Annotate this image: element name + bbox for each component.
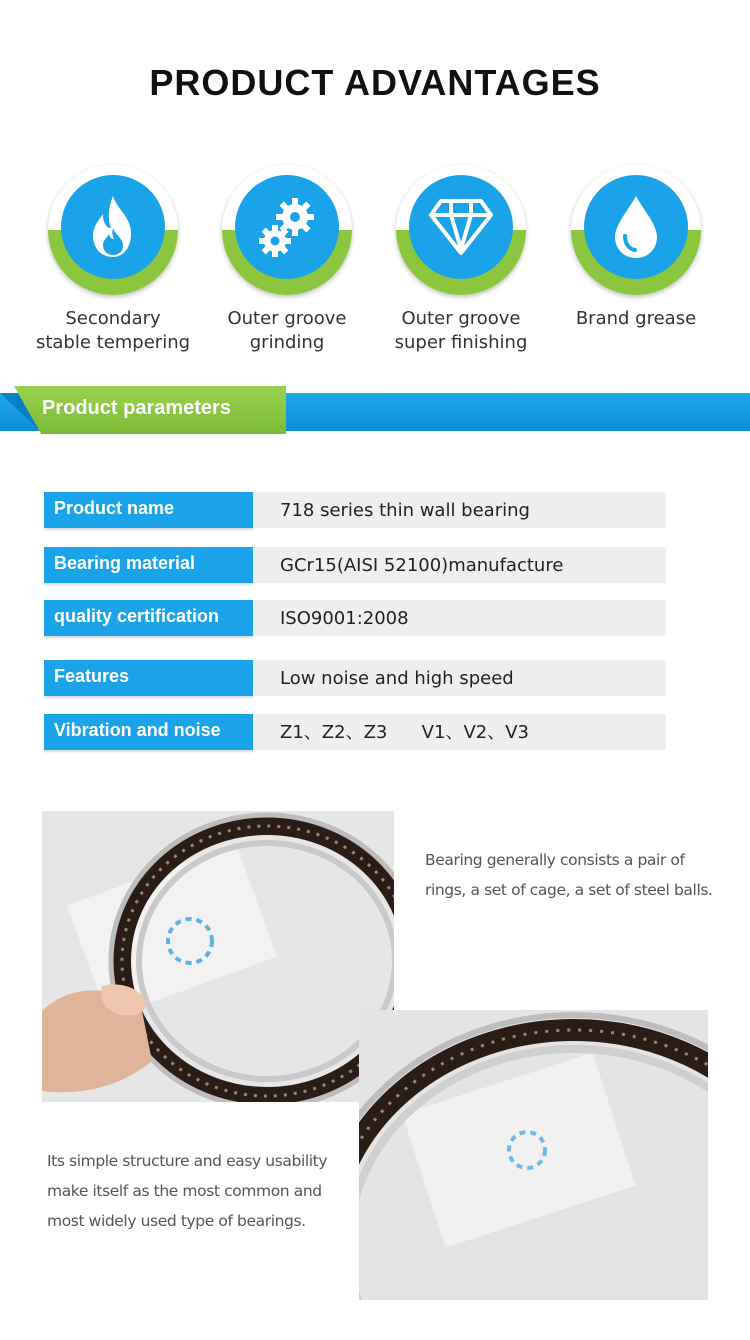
feature-grease <box>546 165 726 331</box>
feature-label: Secondary stable tempering <box>35 308 191 353</box>
param-row-product-name <box>44 492 666 528</box>
feature-label: Brand grease <box>575 308 697 329</box>
param-key: Vibration and noise <box>44 714 253 750</box>
description-structure: Bearing generally consists a pair of rings, a set of cage, a set of steel balls. <box>425 851 713 899</box>
param-row-vibration <box>44 714 666 750</box>
section-heading: Product parameters <box>42 397 231 419</box>
param-row-certification <box>44 600 666 636</box>
description-usability: Its simple structure and easy usability make itself as the most common and most widely used type of bearings. <box>47 1152 328 1230</box>
gears-icon <box>251 191 323 263</box>
param-key: Bearing material <box>44 547 253 583</box>
feature-badge <box>222 165 352 295</box>
flame-icon <box>83 194 143 260</box>
page-title: PRODUCT ADVANTAGES <box>149 62 601 103</box>
feature-super-finishing <box>371 165 551 355</box>
bearing-photo-closeup <box>359 1010 708 1300</box>
bearing-photo-hand <box>42 811 394 1102</box>
feature-badge <box>396 165 526 295</box>
feature-badge <box>48 165 178 295</box>
param-key: Product name <box>44 492 253 528</box>
param-row-features <box>44 660 666 696</box>
param-key: Features <box>44 660 253 696</box>
feature-grinding <box>197 165 377 355</box>
feature-tempering <box>23 165 203 355</box>
droplet-icon <box>611 194 661 260</box>
param-value: Z1、Z2、Z3 V1、V2、V3 <box>253 714 666 750</box>
diamond-icon <box>427 197 495 257</box>
param-value: GCr15(AISI 52100)manufacture <box>253 547 666 583</box>
param-value: Low noise and high speed <box>253 660 666 696</box>
param-key: quality certification <box>44 600 253 636</box>
feature-label: Outer groove grinding <box>227 308 347 353</box>
param-value: 718 series thin wall bearing <box>253 492 666 528</box>
feature-label: Outer groove super finishing <box>394 308 528 353</box>
param-row-material <box>44 547 666 583</box>
param-value: ISO9001:2008 <box>253 600 666 636</box>
feature-badge <box>571 165 701 295</box>
